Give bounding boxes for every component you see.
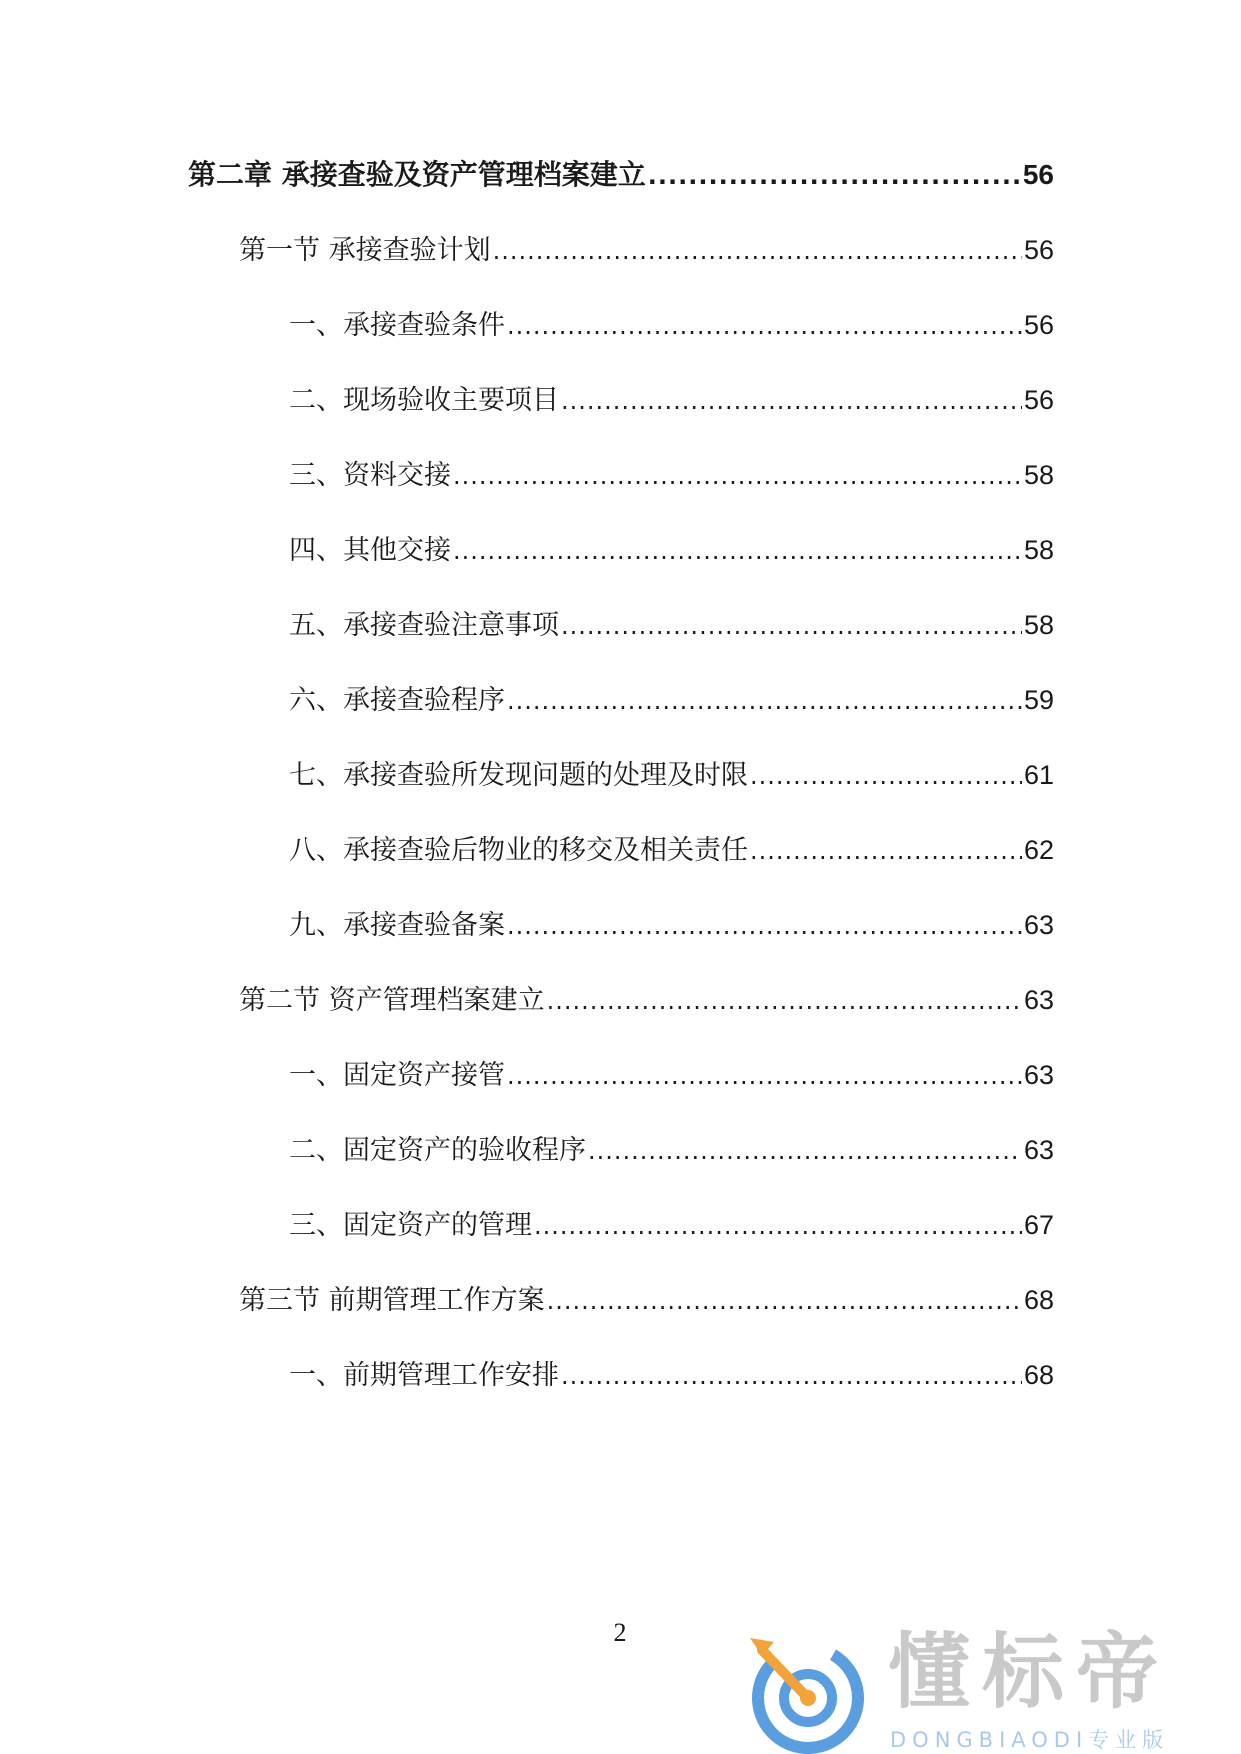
toc-entry-item[interactable] [289, 907, 1054, 943]
toc-entry-item[interactable] [289, 1132, 1054, 1168]
toc-page-number: 61 [1023, 760, 1054, 790]
toc-entry-label: 一、承接查验条件 [289, 310, 505, 341]
toc-entry-label: 二、现场验收主要项目 [289, 385, 559, 416]
page-number-footer: 2 [613, 1618, 627, 1647]
watermark-brand: 懂标帝 [888, 1625, 1171, 1720]
toc-entry-item[interactable] [289, 1057, 1054, 1093]
toc-entry-item[interactable] [289, 457, 1054, 493]
toc-page-number: 58 [1023, 610, 1054, 640]
toc-page-number: 67 [1023, 1210, 1054, 1240]
toc-entry-label: 二、固定资产的验收程序 [289, 1135, 586, 1166]
toc-entry-chapter-2[interactable] [188, 157, 1054, 193]
toc-entry-label: 四、其他交接 [289, 535, 451, 566]
toc-entry-item[interactable] [289, 682, 1054, 718]
toc-entry-section-1[interactable] [239, 232, 1054, 268]
toc-entry-label: 一、固定资产接管 [289, 1060, 505, 1091]
toc-leader-dots [588, 1133, 1022, 1169]
toc-page-number: 68 [1023, 1360, 1054, 1390]
toc-leader-dots [561, 608, 1022, 644]
toc-entry-label: 第二节 资产管理档案建立 [239, 985, 545, 1016]
toc-leader-dots [648, 158, 1021, 194]
toc-leader-dots [453, 533, 1022, 569]
toc-page-number: 63 [1023, 985, 1054, 1015]
toc-leader-dots [534, 1208, 1022, 1244]
toc-leader-dots [507, 908, 1022, 944]
toc-entry-item[interactable] [289, 1357, 1054, 1393]
toc-entry-label: 一、前期管理工作安排 [289, 1360, 559, 1391]
toc-entry-item[interactable] [289, 832, 1054, 868]
toc-page-number: 56 [1023, 385, 1054, 415]
toc-leader-dots [547, 1283, 1022, 1319]
toc-entry-item[interactable] [289, 757, 1054, 793]
toc-leader-dots [750, 758, 1022, 794]
toc-page-number: 56 [1023, 310, 1054, 340]
toc-entry-label: 第一节 承接查验计划 [239, 235, 491, 266]
toc-entry-section-2[interactable] [239, 982, 1054, 1018]
toc-page-number: 68 [1023, 1285, 1054, 1315]
toc-entry-item[interactable] [289, 307, 1054, 343]
toc-leader-dots [750, 833, 1022, 869]
toc-entry-label: 八、承接查验后物业的移交及相关责任 [289, 835, 748, 866]
toc-leader-dots [507, 1058, 1022, 1094]
toc-entry-label: 三、资料交接 [289, 460, 451, 491]
toc-leader-dots [453, 458, 1022, 494]
toc-entry-item[interactable] [289, 382, 1054, 418]
toc-leader-dots [547, 983, 1022, 1019]
toc-page-number: 58 [1023, 535, 1054, 565]
toc-leader-dots [507, 308, 1022, 344]
toc-page-number: 62 [1023, 835, 1054, 865]
toc-entry-item[interactable] [289, 1207, 1054, 1243]
toc-leader-dots [507, 683, 1022, 719]
watermark [740, 1620, 1240, 1754]
toc-entry-label: 九、承接查验备案 [289, 910, 505, 941]
watermark-subtitle: DONGBIAODI专业版 [890, 1728, 1170, 1752]
toc-page-number: 59 [1023, 685, 1054, 715]
toc-page-number: 56 [1022, 159, 1054, 190]
toc-entry-item[interactable] [289, 607, 1054, 643]
toc-entry-label: 六、承接查验程序 [289, 685, 505, 716]
toc-leader-dots [561, 1358, 1022, 1394]
toc-leader-dots [561, 383, 1022, 419]
toc-entry-label: 五、承接查验注意事项 [289, 610, 559, 641]
toc-page-number: 63 [1023, 910, 1054, 940]
toc-entry-label: 三、固定资产的管理 [289, 1210, 532, 1241]
toc-entry-label: 第三节 前期管理工作方案 [239, 1285, 545, 1316]
toc-entry-label: 第二章 承接查验及资产管理档案建立 [188, 158, 646, 191]
toc-page-number: 63 [1023, 1060, 1054, 1090]
toc-page-number: 56 [1023, 235, 1054, 265]
toc-leader-dots [493, 233, 1022, 269]
toc-entry-section-3[interactable] [239, 1282, 1054, 1318]
toc-entry-item[interactable] [289, 532, 1054, 568]
toc-page-number: 58 [1023, 460, 1054, 490]
toc-page-number: 63 [1023, 1135, 1054, 1165]
target-logo-icon [740, 1620, 870, 1754]
toc-entry-label: 七、承接查验所发现问题的处理及时限 [289, 760, 748, 791]
